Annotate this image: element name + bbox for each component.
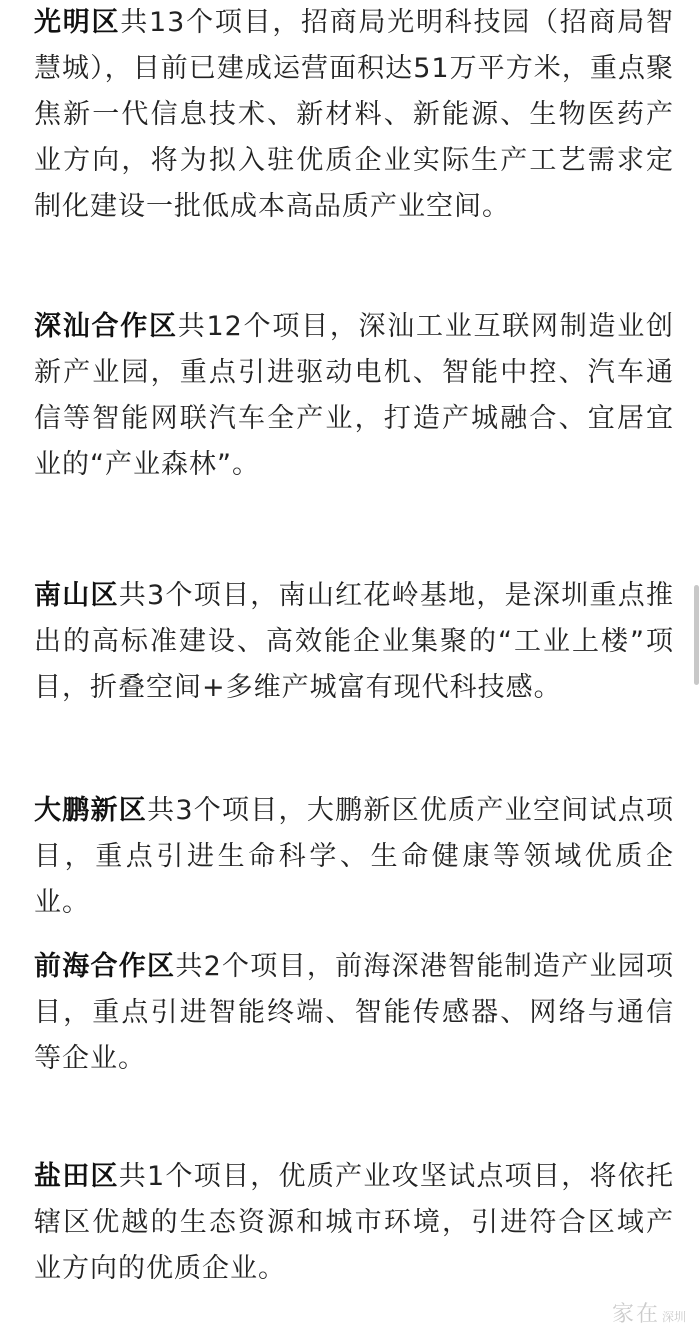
- district-name: 光明区: [34, 7, 121, 38]
- paragraph-text: 共3个项目，大鹏新区优质产业空间试点项目，重点引进生命科学、生命健康等领域优质企业。: [34, 795, 674, 918]
- scrollbar-thumb[interactable]: [694, 585, 699, 685]
- paragraph-qianhai: [34, 944, 674, 1082]
- paragraph-nanshan: [34, 573, 674, 711]
- watermark-sub: 深圳: [661, 1310, 686, 1324]
- paragraph-shenshan: [34, 304, 674, 488]
- district-name: 盐田区: [34, 1161, 119, 1192]
- watermark-logo: [612, 1297, 686, 1328]
- district-name: 大鹏新区: [34, 795, 148, 826]
- paragraph-yantian: [34, 1154, 674, 1292]
- district-name: 南山区: [34, 580, 119, 611]
- paragraph-text: 共13个项目，招商局光明科技园（招商局智慧城），目前已建成运营面积达51万平方米，重点聚焦新一代信息技术、新材料、新能源、生物医药产业方向，将为拟入驻优质企业实际生产工艺需求定制化建设一批低成本高品质产业空间。: [34, 7, 674, 222]
- paragraph-text: 共2个项目，前海深港智能制造产业园项目，重点引进智能终端、智能传感器、网络与通信等企业。: [34, 951, 674, 1074]
- district-name: 前海合作区: [34, 951, 176, 982]
- paragraph-guangming: [34, 0, 674, 230]
- district-name: 深汕合作区: [34, 311, 178, 342]
- paragraph-text: 共3个项目，南山红花岭基地，是深圳重点推出的高标准建设、高效能企业集聚的“工业上楼”项目，折叠空间+多维产城富有现代科技感。: [34, 580, 674, 703]
- paragraph-dapeng: [34, 788, 674, 926]
- paragraph-text: 共12个项目，深汕工业互联网制造业创新产业园，重点引进驱动电机、智能中控、汽车通信等智能网联汽车全产业，打造产城融合、宜居宜业的“产业森林”。: [34, 311, 675, 480]
- watermark-main: 家在: [611, 1302, 660, 1327]
- paragraph-text: 共1个项目，优质产业攻坚试点项目，将依托辖区优越的生态资源和城市环境，引进符合区域产业方向的优质企业。: [34, 1161, 674, 1284]
